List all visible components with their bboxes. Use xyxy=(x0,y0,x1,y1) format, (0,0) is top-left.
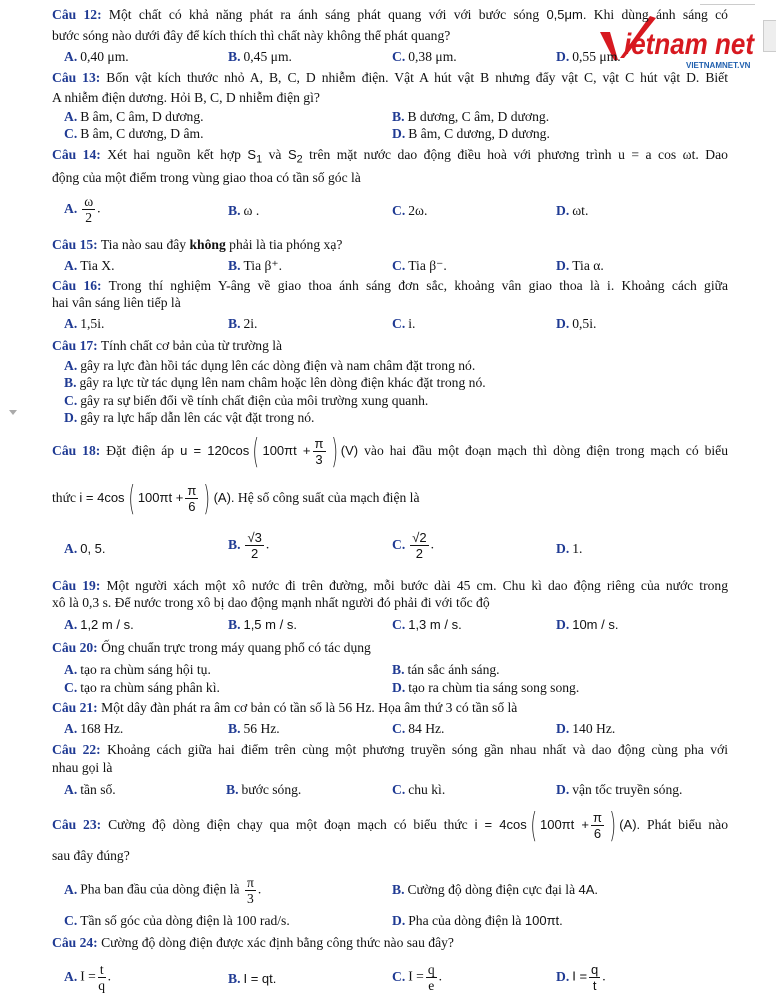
option-a[interactable] xyxy=(64,357,475,374)
option-d[interactable] xyxy=(556,202,588,219)
option-d[interactable] xyxy=(556,720,615,737)
stem: Dao xyxy=(705,147,728,162)
option-text: 56 Hz. xyxy=(243,721,280,736)
option-letter: D. xyxy=(556,258,570,273)
option-letter: C. xyxy=(64,393,78,408)
option-letter: D. xyxy=(556,541,570,556)
option-b[interactable] xyxy=(228,202,259,219)
option-letter: D. xyxy=(556,203,570,218)
option-letter: C. xyxy=(392,258,406,273)
option-letter: D. xyxy=(556,49,570,64)
option-letter: A. xyxy=(64,782,78,797)
option-letter: B. xyxy=(228,49,241,64)
stem: Một chất có khả năng phát ra ánh sáng phát quang với với bước sóng xyxy=(108,7,540,22)
question-19-line-1: Câu 19: Một người xách một xô nước đi trên đường, mỗi bước dài 45 cm. Chu kì dao động riêng của nước trong xyxy=(52,578,728,593)
option-letter: A. xyxy=(64,617,78,632)
question-14-line-2: động của một điểm trong vùng giao thoa có tần số góc là xyxy=(52,170,361,185)
paragraph-marker-icon xyxy=(9,410,17,415)
option-d[interactable] xyxy=(392,125,550,142)
option-text: B âm, C âm, D dương. xyxy=(80,109,204,124)
option-letter: D. xyxy=(556,617,570,632)
option-b[interactable] xyxy=(228,720,280,737)
option-a[interactable] xyxy=(64,48,129,65)
option-a[interactable]: A. Pha ban đầu của dòng điện là $\frac{\pi}{3}$ . xyxy=(64,875,262,906)
option-text: 140 Hz. xyxy=(572,721,616,736)
option-letter: B. xyxy=(228,617,241,632)
option-text: gây ra lực hấp dẫn lên các vật đặt trong nó. xyxy=(80,410,315,425)
option-b[interactable] xyxy=(392,661,500,678)
stem: Xét hai nguồn kết hợp xyxy=(107,147,241,162)
question-18-line-1: Câu 18: Đặt điện áp u = 120cos( 100πt + $\frac{\pi}{3}$ ) (V) vào hai đầu một đoạn mạch thì dòng điện trong mạch có biểu xyxy=(52,431,728,472)
option-letter: D. xyxy=(392,913,406,928)
question-18-line-2: thức i = 4cos( 100πt + $\frac{\pi}{6}$ ) (A). Hệ số công suất của mạch điện là xyxy=(52,478,420,519)
option-letter: B. xyxy=(392,882,405,897)
option-letter: B. xyxy=(64,375,77,390)
svg-text:VIETNAMNET.VN: VIETNAMNET.VN xyxy=(686,61,751,70)
option-d[interactable] xyxy=(556,616,618,633)
option-d[interactable]: D. Pha của dòng điện là 100πt. xyxy=(392,913,563,928)
equation: u = a cos ωt. xyxy=(618,147,699,162)
option-letter: B. xyxy=(228,971,241,986)
option-letter: A. xyxy=(64,662,78,677)
option-a[interactable]: A. I = $\frac{t}{q}$ . xyxy=(64,962,111,993)
option-a[interactable] xyxy=(64,315,104,332)
option-text: gây ra lực đàn hồi tác dụng lên các dòng điện và nam châm đặt trong nó. xyxy=(80,358,476,373)
option-letter: A. xyxy=(64,541,78,556)
stem-math: 0,5μm. xyxy=(546,7,587,22)
question-label: Câu 12: xyxy=(52,7,102,22)
fraction: $\frac{\pi}{3}$ xyxy=(246,875,254,906)
option-text: 1,5i. xyxy=(80,316,105,331)
stem: trên mặt nước dao động điều hoà với phương trình xyxy=(309,147,612,162)
question-label: Câu 20: xyxy=(52,640,98,655)
option-letter: C. xyxy=(392,316,406,331)
option-text: 2ω. xyxy=(408,203,428,218)
option-c[interactable] xyxy=(64,392,428,409)
s1: $S_1$ xyxy=(247,147,263,166)
question-17-line-1: Câu 17: Tính chất cơ bản của từ trường là xyxy=(52,338,283,353)
option-a[interactable] xyxy=(64,108,204,125)
option-text: 168 Hz. xyxy=(80,721,124,736)
option-letter: B. xyxy=(228,316,241,331)
option-letter: B. xyxy=(392,109,405,124)
question-label: Câu 24: xyxy=(52,935,98,950)
option-letter: C. xyxy=(64,913,78,928)
fraction: $\frac{q}{t}$ xyxy=(591,962,599,993)
option-a[interactable]: A. $\frac{\omega}{2}$ . xyxy=(64,194,101,225)
question-20-line-1: Câu 20: Ống chuẩn trực trong máy quang phổ có tác dụng xyxy=(52,640,371,655)
option-c[interactable] xyxy=(392,315,415,332)
option-text: 1,3 m / s. xyxy=(408,617,462,632)
option-letter: A. xyxy=(64,200,78,216)
question-21-line-1: Câu 21: Một dây đàn phát ra âm cơ bản có tần số là 56 Hz. Họa âm thứ 3 có tần số là xyxy=(52,700,518,715)
option-d[interactable] xyxy=(392,679,579,696)
question-label: Câu 18: xyxy=(52,443,101,458)
option-letter: B. xyxy=(226,782,239,797)
option-text: vận tốc truyền sóng. xyxy=(572,782,683,797)
question-22-line-1: Câu 22: Khoảng cách giữa hai điểm trên cùng một phương truyền sóng gần nhau nhất và dao động cùng pha với xyxy=(52,742,728,757)
option-a[interactable] xyxy=(64,661,211,678)
option-b[interactable] xyxy=(228,48,292,65)
option-letter: C. xyxy=(392,968,406,984)
option-c[interactable] xyxy=(392,781,445,798)
option-text: 0,45 μm. xyxy=(243,49,292,64)
option-text: gây ra sự biến đổi về tính chất điện của môi trường xung quanh. xyxy=(80,393,429,408)
option-d[interactable] xyxy=(556,540,582,557)
fraction: $\frac{√2}{2}$ xyxy=(412,530,427,561)
option-b[interactable] xyxy=(228,616,297,633)
option-letter: B. xyxy=(228,203,241,218)
option-text: 84 Hz. xyxy=(408,721,445,736)
option-text: ω . xyxy=(243,203,260,218)
option-c[interactable] xyxy=(392,720,444,737)
option-c[interactable]: C. $\frac{√2}{2}$ . xyxy=(392,530,434,561)
option-text: tán sắc ánh sáng. xyxy=(407,662,500,677)
option-b[interactable] xyxy=(392,108,549,125)
option-d[interactable] xyxy=(64,409,314,426)
option-letter: C. xyxy=(392,536,406,552)
option-text: ωt. xyxy=(572,203,589,218)
question-24-line-1: Câu 24: Cường độ dòng điện được xác định bằng công thức nào sau đây? xyxy=(52,935,454,950)
option-text: 0,5i. xyxy=(572,316,597,331)
option-text: 0,55 μm. xyxy=(572,49,621,64)
option-letter: A. xyxy=(64,721,78,736)
question-23-line-2: sau đây đúng? xyxy=(52,848,130,863)
option-c[interactable] xyxy=(64,679,220,696)
question-label: Câu 21: xyxy=(52,700,98,715)
option-a[interactable] xyxy=(64,720,123,737)
question-label: Câu 23: xyxy=(52,817,102,832)
option-text: 10m / s. xyxy=(572,617,619,632)
stem: Bốn vật kích thước nhỏ A, B, C, D nhiễm điện. Vật A hút vật B nhưng đẩy vật C, vật C hút vật D. Biết xyxy=(106,70,728,85)
question-15-line-1: Câu 15: Tia nào sau đây không phải là tia phóng xạ? xyxy=(52,237,343,252)
option-text: Tia X. xyxy=(80,258,115,273)
option-text: B âm, C dương, D dương. xyxy=(408,126,550,141)
fraction: $\frac{√3}{2}$ xyxy=(247,530,262,561)
option-letter: A. xyxy=(64,316,78,331)
option-a[interactable] xyxy=(64,540,106,557)
option-text: gây ra lực từ tác dụng lên nam châm hoặc lên dòng điện khác đặt trong nó. xyxy=(79,375,486,390)
question-label: Câu 16: xyxy=(52,278,102,293)
option-b[interactable]: B. Cường độ dòng điện cực đại là 4A. xyxy=(392,882,599,897)
option-text: 1,2 m / s. xyxy=(80,617,134,632)
option-text: bước sóng. xyxy=(241,782,302,797)
option-letter: A. xyxy=(64,49,78,64)
question-22-line-2: nhau gọi là xyxy=(52,760,113,775)
option-letter: C. xyxy=(392,49,406,64)
option-letter: C. xyxy=(64,126,78,141)
option-b[interactable]: B. I = qt. xyxy=(228,971,277,986)
option-letter: C. xyxy=(64,680,78,695)
svg-text:ietnam net: ietnam net xyxy=(624,28,756,61)
option-text: 0,38 μm. xyxy=(408,49,457,64)
option-text: tạo ra chùm sáng hội tụ. xyxy=(80,662,211,677)
window-edge xyxy=(700,0,755,5)
option-c[interactable]: C. Tần số góc của dòng điện là 100 rad/s. xyxy=(64,913,290,928)
fraction: $\frac{t}{q}$ xyxy=(98,962,106,993)
option-c[interactable] xyxy=(392,257,447,274)
option-d[interactable] xyxy=(556,781,682,798)
option-text: Tia β⁺. xyxy=(243,258,282,273)
option-text: Tia β⁻. xyxy=(408,258,447,273)
option-text: tạo ra chùm tia sáng song song. xyxy=(408,680,580,695)
fraction: $\frac{\omega}{2}$ xyxy=(84,194,94,225)
option-letter: B. xyxy=(228,536,241,552)
question-13-line-1 xyxy=(52,69,728,86)
option-text: i. xyxy=(408,316,416,331)
option-d[interactable] xyxy=(556,48,621,65)
option-b[interactable]: B. $\frac{√3}{2}$ . xyxy=(228,530,270,561)
option-text: Tia α. xyxy=(572,258,604,273)
question-19-line-2: xô là 0,3 s. Để nước trong xô bị dao động mạnh nhất người đó phải đi với tốc độ xyxy=(52,595,490,610)
question-label: Câu 15: xyxy=(52,237,98,252)
option-text: 1. xyxy=(572,541,583,556)
option-b[interactable] xyxy=(226,781,301,798)
option-c[interactable] xyxy=(392,202,427,219)
option-d[interactable]: D. I = $\frac{q}{t}$ . xyxy=(556,962,606,993)
option-d[interactable] xyxy=(556,257,604,274)
option-letter: A. xyxy=(64,358,78,373)
option-text: tần số. xyxy=(80,782,116,797)
option-letter: D. xyxy=(556,968,570,984)
option-a[interactable] xyxy=(64,781,116,798)
question-23-line-1: Câu 23: Cường độ dòng điện chạy qua một đoạn mạch có biểu thức i = 4cos( 100πt + $\frac{\pi}{6}$ ) (A). Phát biểu nào xyxy=(52,805,729,846)
question-label: Câu 13: xyxy=(52,70,101,85)
option-text: 2i. xyxy=(243,316,258,331)
question-14-line-1 xyxy=(52,146,728,169)
option-letter: C. xyxy=(392,782,406,797)
option-text: B âm, C dương, D âm. xyxy=(80,126,204,141)
question-label: Câu 22: xyxy=(52,742,101,757)
option-letter: D. xyxy=(392,126,406,141)
option-letter: A. xyxy=(64,881,78,897)
option-b[interactable] xyxy=(228,257,282,274)
option-letter: B. xyxy=(228,258,241,273)
option-letter: B. xyxy=(392,662,405,677)
option-b[interactable] xyxy=(64,374,486,391)
question-12-line-2: bước sóng nào dưới đây để kích thích thì chất này không thể phát quang? xyxy=(52,28,451,43)
option-letter: C. xyxy=(392,617,406,632)
option-letter: D. xyxy=(556,721,570,736)
stem: và xyxy=(268,147,282,162)
equation: i = 4cos( 100πt + $\frac{\pi}{6}$ ) (A). xyxy=(79,478,235,519)
option-letter: A. xyxy=(64,109,78,124)
option-text: 0, 5. xyxy=(80,541,106,556)
option-text: B dương, C âm, D dương. xyxy=(407,109,550,124)
option-a[interactable] xyxy=(64,257,114,274)
fraction: $\frac{q}{e}$ xyxy=(427,962,435,993)
option-a[interactable] xyxy=(64,616,134,633)
option-c[interactable] xyxy=(392,616,462,633)
s2: $S_2$ xyxy=(287,147,303,166)
option-letter: D. xyxy=(556,782,570,797)
question-13-line-2: A nhiễm điện dương. Hỏi B, C, D nhiễm điện gì? xyxy=(52,90,320,105)
option-letter: D. xyxy=(556,316,570,331)
emphasis: không xyxy=(189,237,226,252)
option-d[interactable] xyxy=(556,315,596,332)
equation: i = 4cos( 100πt + $\frac{\pi}{6}$ ) (A). xyxy=(474,805,641,846)
option-letter: C. xyxy=(392,203,406,218)
option-text: 1,5 m / s. xyxy=(243,617,297,632)
equation: u = 120cos( 100πt + $\frac{\pi}{3}$ ) (V) xyxy=(180,431,359,472)
option-letter: A. xyxy=(64,258,78,273)
option-text: chu kì. xyxy=(408,782,446,797)
option-letter: D. xyxy=(392,680,406,695)
option-letter: C. xyxy=(392,721,406,736)
option-c[interactable] xyxy=(64,125,204,142)
question-12-line-1 xyxy=(52,6,728,23)
question-label: Câu 19: xyxy=(52,578,101,593)
question-16-line-1: Câu 16: Trong thí nghiệm Y-âng về giao thoa ánh sáng đơn sắc, khoảng vân giao thoa là i. Khoảng cách giữa xyxy=(52,278,729,293)
option-letter: D. xyxy=(64,410,78,425)
option-text: 0,40 μm. xyxy=(80,49,129,64)
question-label: Câu 14: xyxy=(52,147,101,162)
option-b[interactable] xyxy=(228,315,257,332)
option-c[interactable]: C. I = $\frac{q}{e}$ . xyxy=(392,962,443,993)
option-letter: B. xyxy=(228,721,241,736)
question-16-line-2: hai vân sáng liên tiếp là xyxy=(52,295,181,310)
stem: Khi dùng ánh sáng có xyxy=(593,7,728,22)
option-c[interactable] xyxy=(392,48,457,65)
option-text: tạo ra chùm sáng phân kì. xyxy=(80,680,220,695)
option-letter: A. xyxy=(64,968,78,984)
question-label: Câu 17: xyxy=(52,338,98,353)
